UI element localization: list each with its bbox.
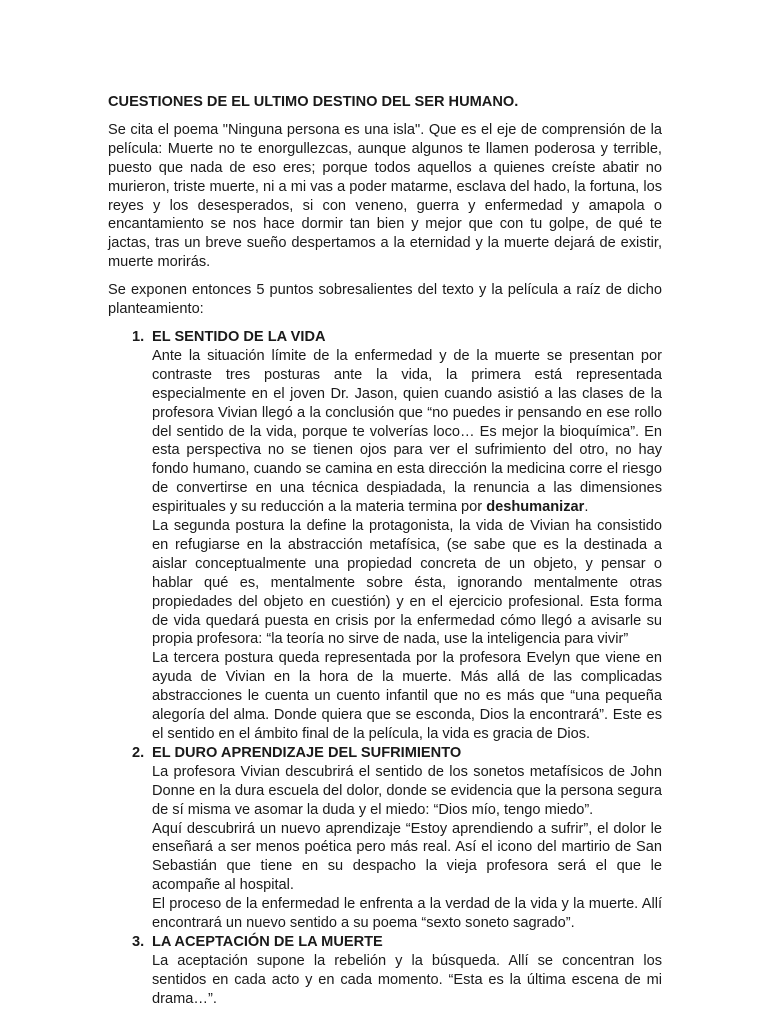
point-1 — [108, 328, 662, 744]
points-list — [108, 328, 662, 1009]
point-number: 3. — [132, 933, 145, 950]
point-paragraph: La segunda postura la define la protagonista, la vida de Vivian ha consistido en refugiarse en la abstracción metafísica, (se sabe que es la destinada a aislar conceptualmente una propiedad concreta de un objeto, y pensar o hablar qué es, mentalmente sobre ésta, ignorando mentalmente otras propiedades del objeto en cuestión) y en el ejercicio profesional. Esta forma de vida quedará puesta en crisis por la enfermedad cómo llegó a avisarle su propia profesora: “la teoría no sirve de nada, use la inteligencia para vivir” — [152, 518, 662, 648]
point-paragraph — [152, 347, 662, 517]
intro-paragraph-1: Se cita el poema "Ninguna persona es una isla". Que es el eje de comprensión de la película: Muerte no te enorgullezcas, aunque algunos te llamen poderosa y terrible, puesto que nada de eso eres; porque todos aquellos a quienes creíste abatir no murieron, triste muerte, ni a mi vas a poder matarme, esclava del hado, la fortuna, los reyes y los desesperados, si con veneno, guerra y enfermedad y amapola o encantamiento se nos hace dormir tan bien y mejor que con tu golpe, de qué te jactas, tras un breve sueño despertamos a la eternidad y la muerte dejará de existir, muerte morirás. — [108, 121, 662, 271]
point-title: EL SENTIDO DE LA VIDA — [152, 328, 326, 345]
point-paragraph: La profesora Vivian descubrirá el sentido de los sonetos metafísicos de John Donne en la dura escuela del dolor, donde se evidencia que la persona segura de sí misma ve asomar la duda y el miedo: “Dios mío, tengo miedo”. — [152, 763, 662, 818]
document-page — [108, 93, 662, 1009]
point-bold-word: deshumanizar — [486, 499, 585, 516]
point-paragraph: La tercera postura queda representada por la profesora Evelyn que viene en ayuda de Vivian en la hora de la muerte. Más allá de las complicadas abstracciones le cuenta un cuento infantil que no es más que “una pequeña alegoría del alma. Donde quiera que se esconda, Dios la encontrará”. Este es el sentido en el ámbito final de la película, la vida es gracia de Dios. — [152, 650, 662, 742]
intro-paragraph-2: Se exponen entonces 5 puntos sobresalientes del texto y la película a raíz de dicho planteamiento: — [108, 282, 662, 318]
point-title: EL DURO APRENDIZAJE DEL SUFRIMIENTO — [152, 744, 462, 761]
point-paragraph: El proceso de la enfermedad le enfrenta a la verdad de la vida y la muerte. Allí encontrará un nuevo sentido a su poema “sexto soneto sagrado”. — [152, 896, 662, 932]
point-paragraph: La aceptación supone la rebelión y la búsqueda. Allí se concentran los sentidos en cada acto y en cada momento. “Esta es la última escena de mi drama…”. — [152, 952, 662, 1007]
point-paragraph: Aquí descubrirá un nuevo aprendizaje “Estoy aprendiendo a sufrir”, el dolor le enseñará a ser menos poética pero más real. Así el icono del martirio de San Sebastián que tiene en su despacho la vieja profesora será el que le acompañe al hospital. — [152, 820, 662, 894]
point-number: 1. — [132, 328, 145, 345]
point-2 — [108, 744, 662, 933]
point-text-end: . — [584, 499, 589, 516]
document-title: CUESTIONES DE EL ULTIMO DESTINO DEL SER HUMANO. — [108, 94, 519, 110]
point-text: Ante la situación límite de la enfermedad y de la muerte se presentan por contraste tres posturas ante la vida, la primera está representada especialmente en el joven Dr. Jason, quien cuando asistió a las clases de la profesora Vivian llegó a la conclusión que “no puedes ir pensando en ese rollo del sentido de la vida, porque te volverías loco… Es mejor la bioquímica”. En esta perspectiva no se tienen ojos para ver el sufrimiento del otro, no hay fondo humano, cuando se camina en esta dirección la medicina corre el riesgo de convertirse en una técnica despiadada, la renuncia a las dimensiones espirituales y su reducción a la materia termina por — [152, 347, 662, 516]
point-3 — [108, 933, 662, 1009]
point-number: 2. — [132, 744, 145, 761]
point-title: LA ACEPTACIÓN DE LA MUERTE — [152, 933, 383, 950]
